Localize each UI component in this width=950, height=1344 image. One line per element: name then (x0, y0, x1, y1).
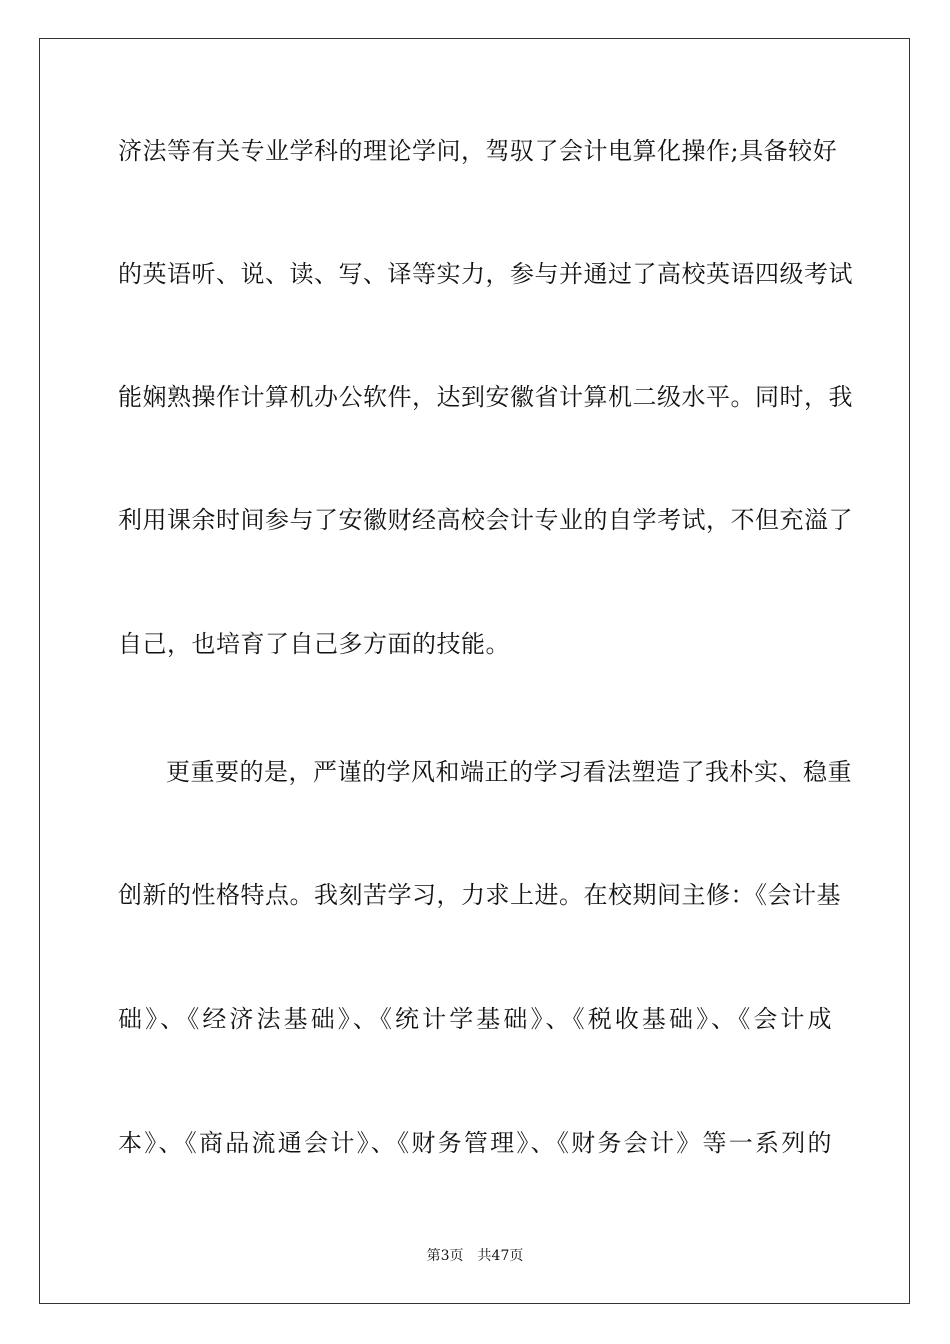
body-text-line: 础》、《经济法基础》、《统计学基础》、《税收基础》、《会计成 (118, 1005, 832, 1033)
body-text-line: 创新的性格特点。我刻苦学习，力求上进。在校期间主修：《会计基 (118, 881, 841, 909)
paragraph-first-line: 更重要的是，严谨的学风和端正的学习看法塑造了我朴实、稳重 (166, 758, 852, 786)
body-text-line: 的英语听、说、读、写、译等实力，参与并通过了高校英语四级考试 (118, 260, 853, 288)
body-text-line: 自己，也培育了自己多方面的技能。 (118, 630, 510, 658)
page-footer (0, 1247, 950, 1265)
body-text-line: 济法等有关专业学科的理论学问，驾驭了会计电算化操作;具备较好 (118, 137, 838, 165)
body-text-line: 本》、《商品流通会计》、《财务管理》、《财务会计》等一系列的 (118, 1129, 832, 1157)
page-border (39, 38, 910, 1304)
body-text-line: 利用课余时间参与了安徽财经高校会计专业的自学考试，不但充溢了 (118, 506, 853, 534)
page-total: 共47页 (477, 1248, 524, 1264)
page-number: 第3页 (426, 1248, 464, 1264)
body-text-line: 能娴熟操作计算机办公软件，达到安徽省计算机二级水平。同时，我 (118, 383, 853, 411)
